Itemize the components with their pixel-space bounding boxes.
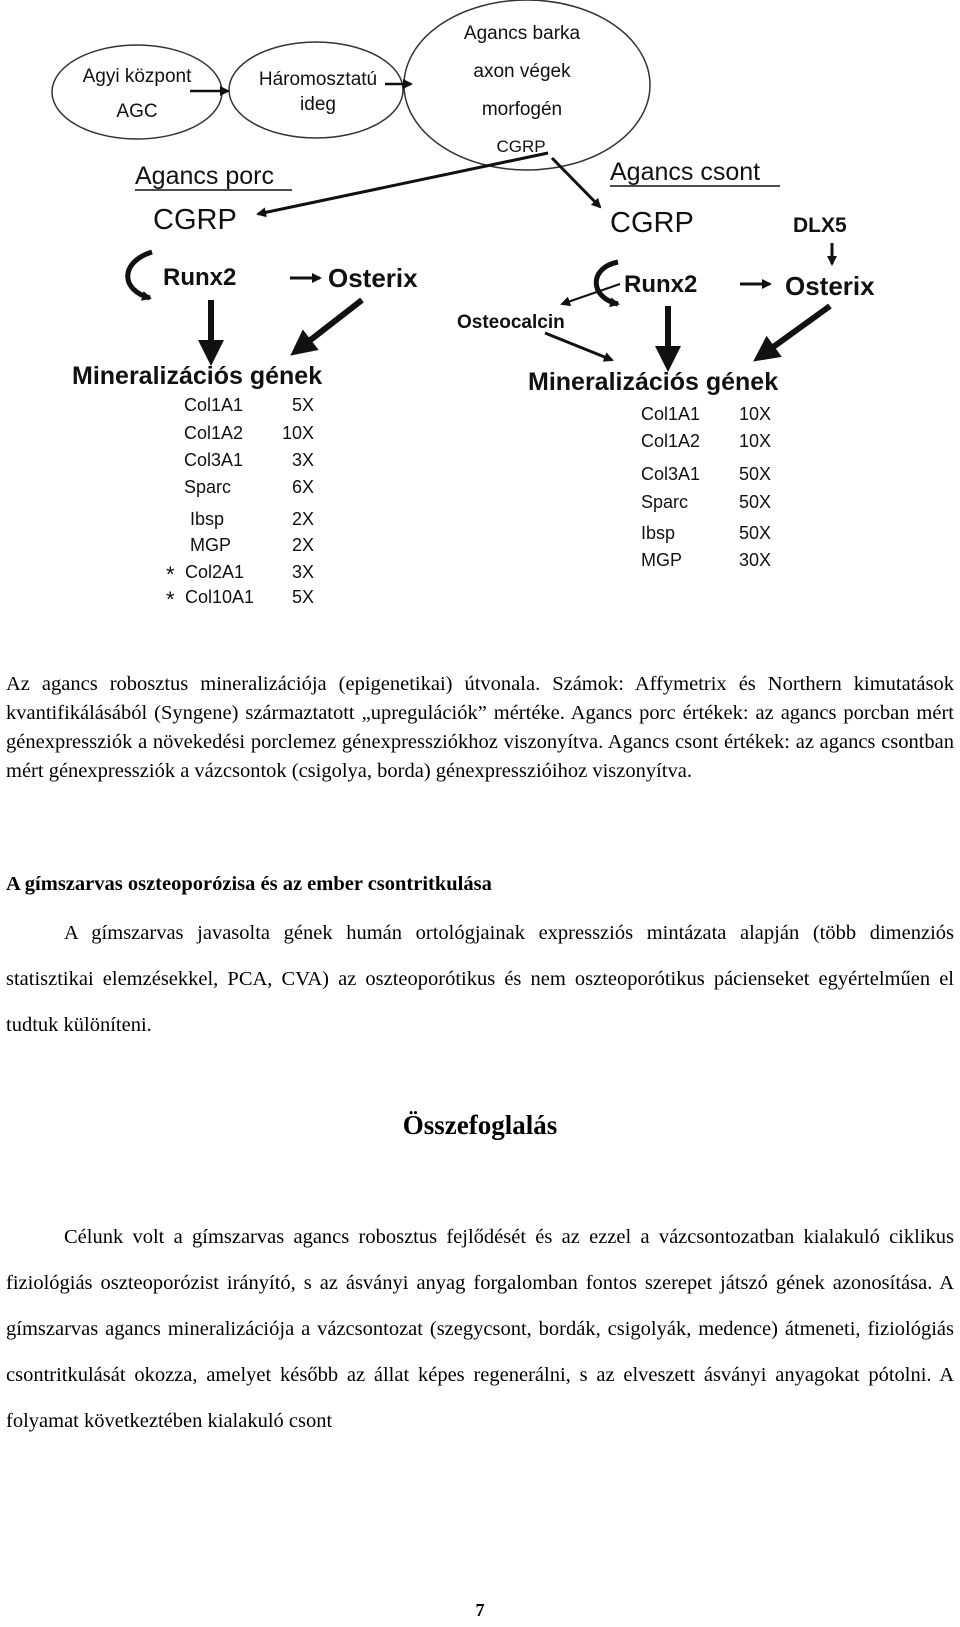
gene-name: Col1A2: [184, 423, 244, 443]
cgrp-morphogen-label: CGRP: [496, 137, 546, 156]
gene-fold-change: 10X: [738, 431, 771, 451]
runx2-loop-arrow-left: [128, 252, 152, 298]
brain-center-label: Agyi központ: [82, 66, 192, 87]
cartilage-genes-title: Mineralizációs gének: [72, 362, 323, 390]
runx2-loop-arrow-right: [596, 262, 618, 304]
summary-title: Összefoglalás: [402, 1110, 558, 1140]
asterisk-marker: *: [166, 562, 175, 587]
cartilage-osterix: Osterix: [328, 263, 418, 293]
cartilage-runx2: Runx2: [163, 264, 237, 291]
velvet-label: Agancs barka: [463, 23, 581, 44]
gene-name: Col10A1: [185, 587, 255, 607]
bone-gene-list: [641, 404, 771, 570]
arrow-cgrp-to-cartilage: [258, 153, 548, 214]
arrow-osterix-down-right: [758, 306, 830, 358]
gene-name: Ibsp: [190, 509, 225, 529]
trigeminal-label-2: ideg: [300, 94, 336, 115]
page-number: 7: [475, 1600, 485, 1620]
cartilage-title: Agancs porc: [135, 162, 274, 190]
antler-mineralization-diagram: [0, 0, 960, 640]
bone-osterix: Osterix: [785, 271, 875, 301]
gene-fold-change: 5X: [291, 395, 314, 415]
gene-fold-change: 10X: [738, 404, 771, 424]
agc-label: AGC: [116, 101, 158, 122]
bone-cgrp: CGRP: [610, 207, 694, 239]
cartilage-cgrp: CGRP: [153, 204, 237, 236]
gene-fold-change: 2X: [291, 535, 314, 555]
section-paragraph-container: [6, 910, 954, 1048]
arrow-osteocalcin-to-genes: [545, 333, 612, 360]
figure-caption: [6, 670, 954, 786]
gene-name: Col2A1: [185, 562, 245, 582]
gene-name: Col1A2: [641, 431, 701, 451]
gene-name: Sparc: [184, 477, 232, 497]
gene-name: MGP: [190, 535, 232, 555]
gene-fold-change: 6X: [291, 477, 314, 497]
ellipse-trigeminal-nerve: [229, 42, 403, 138]
morphogen-label: morfogén: [481, 99, 563, 120]
gene-fold-change: 10X: [281, 423, 314, 443]
summary-paragraph: Célunk volt a gímszarvas agancs robosztus fejlődését és az ezzel a vázcsontozatban kialakuló ciklikus fiziológiás oszteoporózist irányító, s az ásványi anyag forgalomban fontos szerepet játszó gének azonosítása. A gímszarvas agancs mineralizációja a vázcsontozat (szegycsont, bordák, csigolyák, medence) átmeneti, fiziológiás csontritkulását okozza, amelyet később az állat képes regenerálni, s az elveszett ásványi anyagokat pótolni. A folyamat következtében kialakuló csont: [6, 1226, 954, 1432]
gene-fold-change: 2X: [291, 509, 314, 529]
gene-name: Col3A1: [641, 464, 701, 484]
bone-title: Agancs csont: [610, 158, 761, 186]
gene-fold-change: 5X: [291, 587, 314, 607]
bone-runx2: Runx2: [624, 271, 698, 298]
osteocalcin: Osteocalcin: [457, 312, 565, 333]
gene-name: MGP: [641, 550, 683, 570]
arrow-cgrp-to-bone: [552, 158, 600, 207]
gene-fold-change: 50X: [738, 492, 771, 512]
asterisk-marker: *: [166, 587, 175, 612]
gene-fold-change: 3X: [291, 562, 314, 582]
gene-fold-change: 50X: [738, 464, 771, 484]
section-paragraph: A gímszarvas javasolta gének humán ortológjainak expressziós mintázata alapján (több dimenziós statisztikai elemzésekkel, PCA, CVA) az oszteoporótikus és nem oszteoporótikus pácienseket egyértelműen el tudtuk különíteni.: [6, 922, 954, 1036]
gene-name: Col1A1: [641, 404, 701, 424]
gene-name: Col1A1: [184, 395, 244, 415]
gene-name: Sparc: [641, 492, 689, 512]
gene-name: Col3A1: [184, 450, 244, 470]
bone-genes-title: Mineralizációs gének: [528, 368, 779, 396]
gene-name: Ibsp: [641, 523, 676, 543]
trigeminal-label-1: Háromosztatú: [258, 69, 378, 90]
gene-fold-change: 30X: [738, 550, 771, 570]
summary-paragraph-container: [6, 1214, 954, 1444]
gene-fold-change: 50X: [738, 523, 771, 543]
section-title: A gímszarvas oszteoporózisa és az ember csontritkulása: [6, 873, 492, 895]
arrow-osterix-down-left: [295, 300, 362, 352]
caption-text: Az agancs robosztus mineralizációja (epigenetikai) útvonala. Számok: Affymetrix és Northern kimutatások kvantifikálásából (Syngene) származtatott „upregulációk” mértéke. Agancs porc értékek: az agancs porcban mért génexpressziók a növekedési porclemez génexpressziókhoz viszonyítva. Agancs csont értékek: az agancs csontban mért génexpressziók a vázcsontok (csigolya, borda) génexpresszióihoz viszonyítva.: [6, 673, 954, 782]
dlx5: DLX5: [793, 214, 847, 237]
cartilage-gene-list: [166, 395, 314, 612]
axon-ends-label: axon végek: [473, 61, 571, 82]
gene-fold-change: 3X: [291, 450, 314, 470]
